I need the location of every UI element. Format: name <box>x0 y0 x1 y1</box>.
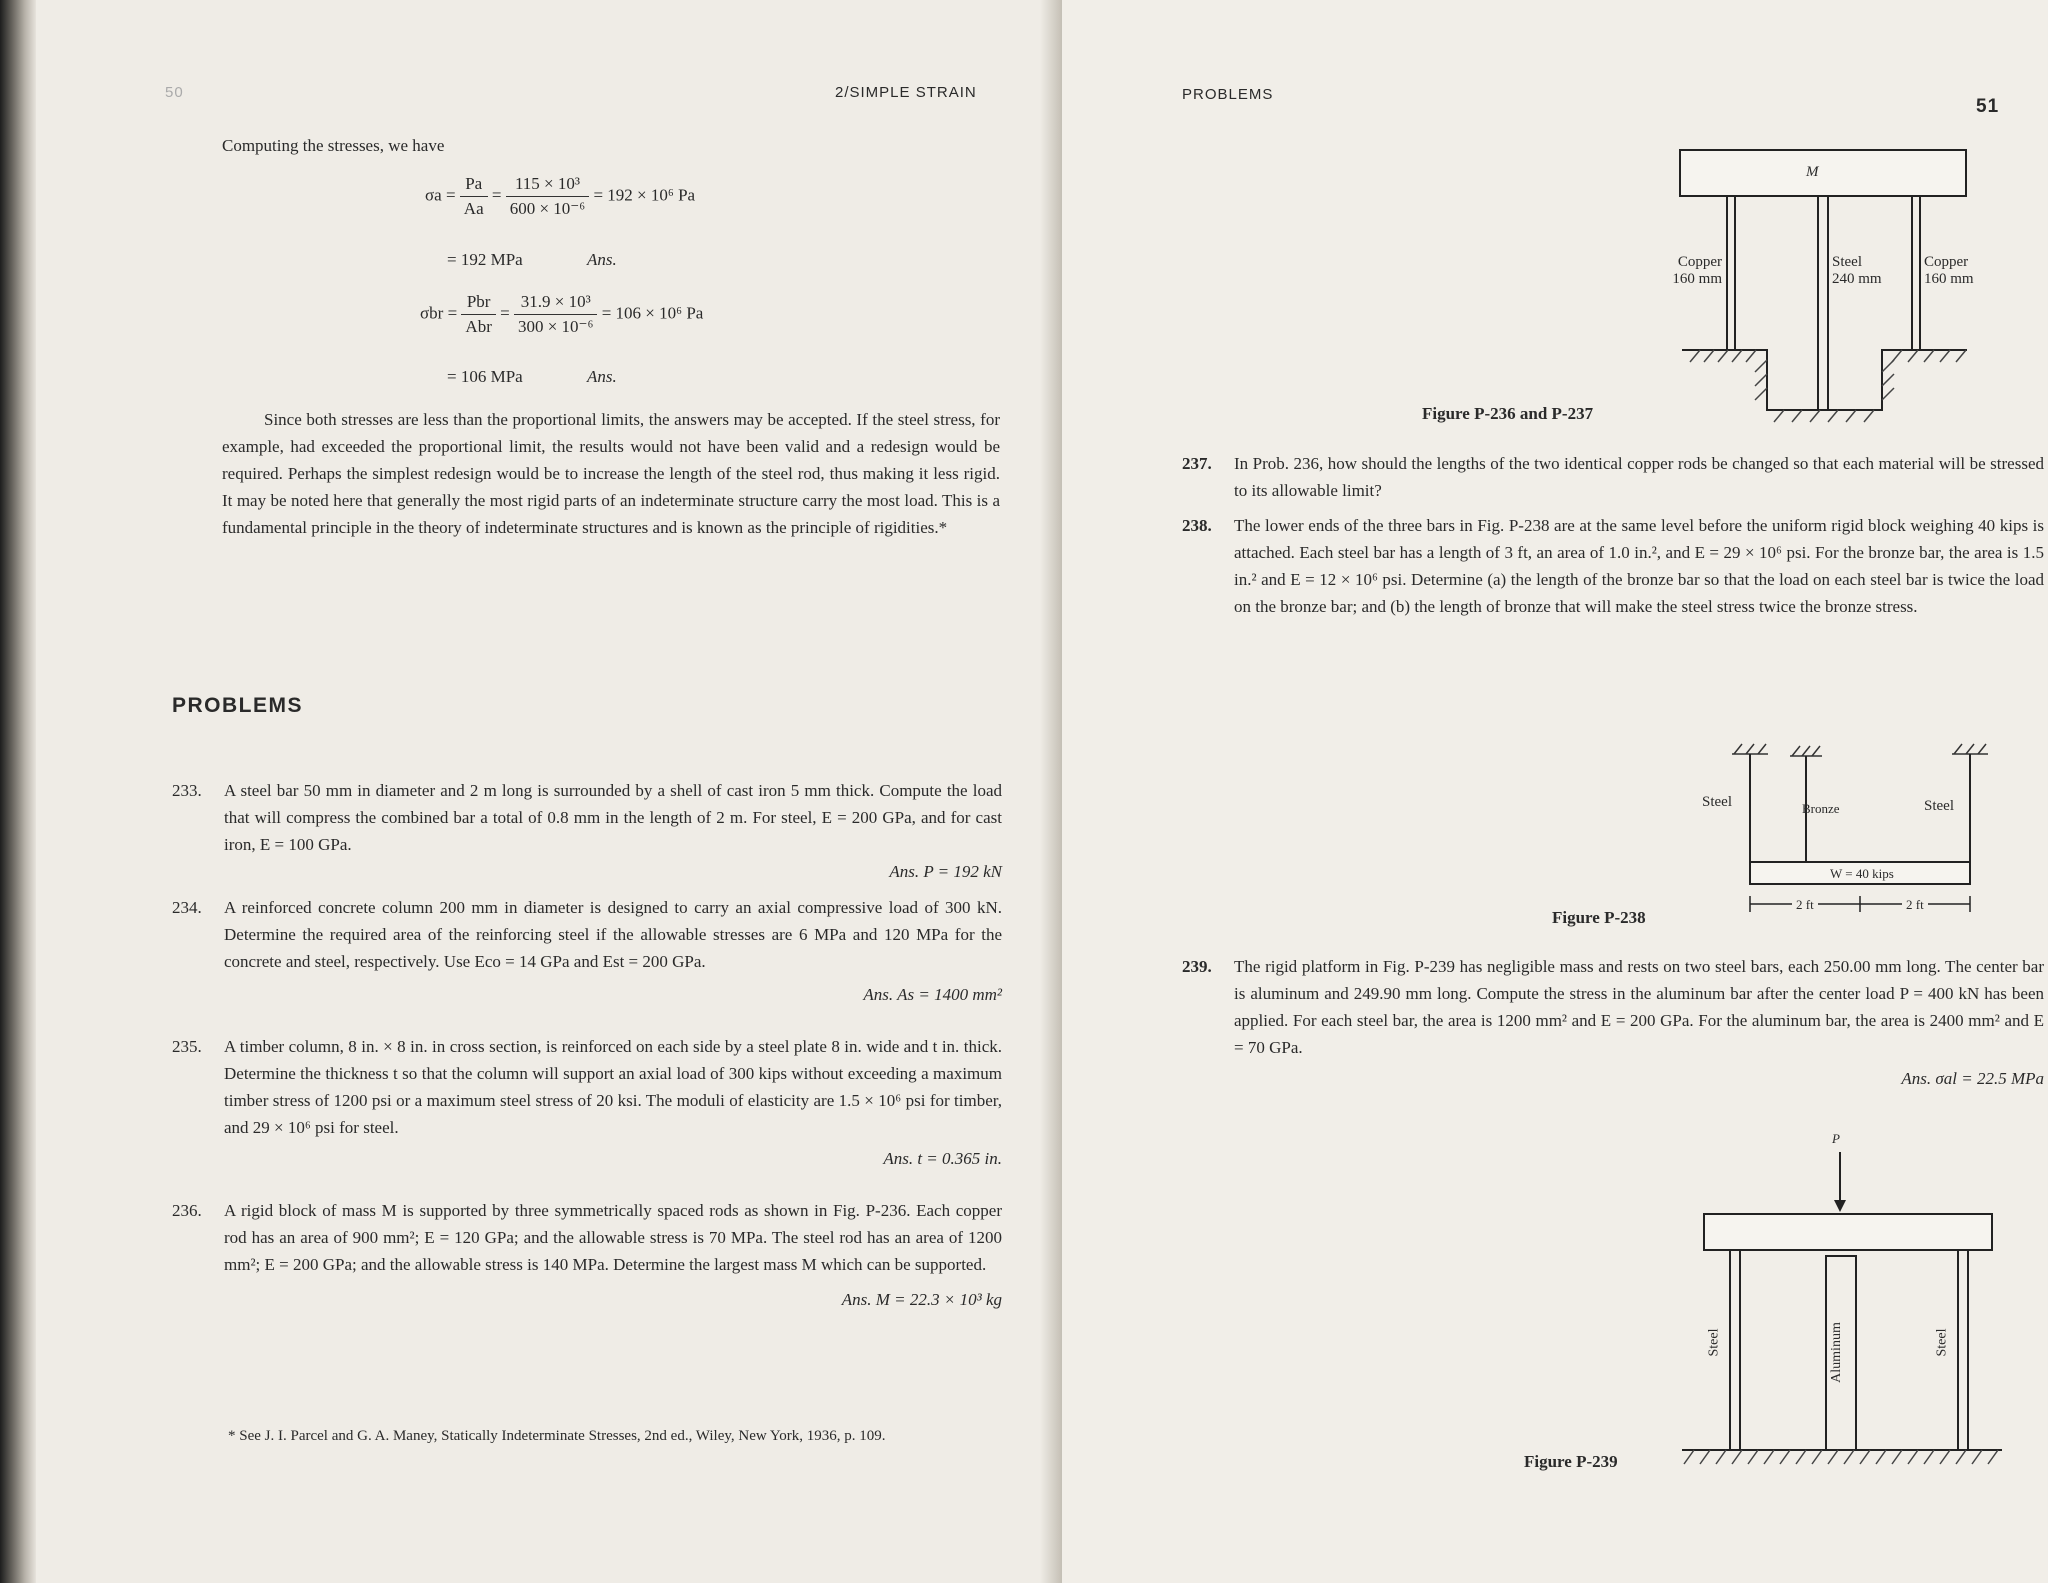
sigma-a-result: = 192 × 10⁶ Pa <box>593 185 696 205</box>
problem-text: A reinforced concrete column 200 mm in diameter is designed to carry an axial compressive load of 300 kN. Determine the required area of the reinforcing steel if the allowable stresses are 6 MPa and 120 MPa for the concrete and steel, respectively. Use Eco = 14 GPa and Est = 200 GPa. <box>224 898 1002 971</box>
problem-answer: Ans. σal = 22.5 MPa <box>1901 1069 2044 1088</box>
problem-number: 238. <box>1182 516 1212 535</box>
problem-number: 234. <box>172 898 202 917</box>
frac-denominator: Aa <box>463 199 484 218</box>
sigma-br-mpa-line <box>447 365 617 389</box>
problem-text: A timber column, 8 in. × 8 in. in cross section, is reinforced on each side by a steel plate 8 in. wide and t in. thick. Determine the thickness t so that the column will support an axial load of 300 kips without exceeding a maximum timber stress of 1200 psi or a maximum steel stress of 20 ksi. The moduli of elasticity are 1.5 × 10⁶ psi for timber, and 29 × 10⁶ psi for steel. <box>224 1037 1002 1137</box>
fig236-right-label <box>1924 254 2014 288</box>
problems-heading: PROBLEMS <box>172 694 304 717</box>
fig239-caption: Figure P-239 <box>1524 1452 1618 1471</box>
problem-text: The rigid platform in Fig. P-239 has negligible mass and rests on two steel bars, each 250.00 mm long. The center bar is aluminum and 249.90 mm long. Compute the stress in the aluminum bar after the center load P = 400 kN has been applied. For each steel bar, the area is 1200 mm² and E = 200 GPa. For the aluminum bar, the area is 2400 mm² and E = 70 GPa. <box>1234 957 2044 1057</box>
frac-denominator: 600 × 10⁻⁶ <box>509 199 586 218</box>
figure-p238 <box>1062 690 2048 950</box>
fig239-center-label: Aluminum <box>1828 1322 1844 1383</box>
problem-239 <box>1182 953 2044 1092</box>
problem-answer: Ans. t = 0.365 in. <box>883 1149 1002 1168</box>
fig238-right-label: Steel <box>1924 798 1954 814</box>
fig239-right-label: Steel <box>1934 1328 1950 1357</box>
problem-number: 239. <box>1182 957 1212 976</box>
frac-numerator: Pbr <box>461 290 495 315</box>
sigma-br-ans: Ans. <box>586 367 617 386</box>
fig236-center-label <box>1832 254 1906 288</box>
sigma-br-mpa: = 106 MPa <box>447 367 523 386</box>
problem-text: In Prob. 236, how should the lengths of the two identical copper rods be changed so that each material will be stressed to its allowable limit? <box>1234 454 2044 500</box>
problem-answer: Ans. As = 1400 mm² <box>863 985 1002 1004</box>
problem-answer: Ans. M = 22.3 × 10³ kg <box>841 1290 1002 1309</box>
equation-sigma-a: σa = $\frac{Pa}{Aa}$ = $\frac{\text{115 × 10³}}{\text{600 × 10⁻⁶}}$ = 192 × 10⁶ Pa <box>425 172 695 221</box>
sigma-a-frac2 <box>506 172 590 221</box>
frac-numerator: Pa <box>460 172 488 197</box>
fig236-center-label-material: Steel <box>1832 254 1862 270</box>
fig236-left-label <box>1632 254 1722 288</box>
fig238-caption: Figure P-238 <box>1552 908 1646 927</box>
sigma-a-lhs: σa = <box>425 185 456 205</box>
problem-236 <box>172 1197 1002 1313</box>
fig238-dim-right: 2 ft <box>1902 896 1928 913</box>
problem-233 <box>172 777 1002 885</box>
problem-number: 236. <box>172 1201 202 1220</box>
problem-text: The lower ends of the three bars in Fig. P-238 are at the same level before the uniform rigid block weighing 40 kips is attached. Each steel bar has a length of 3 ft, an area of 1.0 in.², and E = 29 × 10⁶ psi. For the bronze bar, the area is 1.5 in.² and E = 12 × 10⁶ psi. Determine (a) the length of the bronze bar so that the load on each steel bar is twice the load on the bronze bar; and (b) the length of bronze that will make the steel stress twice the bronze stress. <box>1234 516 2044 616</box>
frac-denominator: Abr <box>465 317 492 336</box>
frac-numerator: 115 × 10³ <box>506 172 590 197</box>
fig239-left-label: Steel <box>1706 1328 1722 1357</box>
frac-denominator: 300 × 10⁻⁶ <box>517 317 594 336</box>
rigidities-paragraph: Since both stresses are less than the proportional limits, the answers may be accepted. If the steel stress, for example, had exceeded the proportional limit, the results would not have been valid and a redesign would be required. Perhaps the simplest redesign would be to increase the length of the steel rod, thus making it less rigid. It may be noted here that generally the most rigid parts of an indeterminate structure carry the most load. This is a fundamental principle in the theory of indeterminate structures and is known as the principle of rigidities.* <box>222 410 1000 537</box>
right-page-number: 51 <box>1976 96 2000 117</box>
fig236-right-label-material: Copper <box>1924 254 1969 270</box>
problem-237 <box>1182 450 2044 504</box>
problem-number: 233. <box>172 781 202 800</box>
sigma-br-frac1 <box>461 290 495 339</box>
sigma-a-ans: Ans. <box>586 250 617 269</box>
fig238-block-label: W = 40 kips <box>1830 866 1894 881</box>
problem-number: 235. <box>172 1037 202 1056</box>
figure-p239 <box>1062 1130 2048 1470</box>
sigma-br-lhs: σbr = <box>420 303 458 323</box>
right-running-head: PROBLEMS <box>1182 86 1274 103</box>
fig238-dim-left: 2 ft <box>1792 896 1818 913</box>
right-page <box>1062 0 2048 1583</box>
book-spine-shadow <box>0 0 36 1583</box>
problem-number: 237. <box>1182 454 1212 473</box>
fig238-left-label: Steel <box>1702 794 1732 810</box>
sigma-br-frac2 <box>514 290 598 339</box>
sigma-br-result: = 106 × 10⁶ Pa <box>601 303 704 323</box>
sigma-a-mpa: = 192 MPa <box>447 250 523 269</box>
intro-text: Computing the stresses, we have <box>222 136 445 155</box>
problem-238 <box>1182 512 2044 620</box>
fig239-load-label: P <box>1832 1131 1840 1146</box>
problem-answer: Ans. P = 192 kN <box>889 862 1002 881</box>
figure-p236-drawing <box>1062 0 2048 440</box>
fig236-left-label-length: 160 mm <box>1672 271 1722 287</box>
left-page-number: 50 <box>165 84 184 101</box>
fig238-center-label: Bronze <box>1802 801 1840 816</box>
fig236-block-label: M <box>1806 164 1819 180</box>
equation-sigma-br: σbr = $\frac{\text{Pbr}}{\text{Abr}}$ = $\frac{\text{31.9 × 10³}}{\text{300 × 10⁻⁶}}$ = 106 × 10⁶ Pa <box>420 290 703 339</box>
fig236-center-label-length: 240 mm <box>1832 271 1882 287</box>
fig236-left-label-material: Copper <box>1677 254 1722 270</box>
problem-text: A rigid block of mass M is supported by three symmetrically spaced rods as shown in Fig. P-236. Each copper rod has an area of 900 mm²; E = 120 GPa; and the allowable stress is 70 MPa. The steel rod has an area of 1200 mm²; E = 200 GPa; and the allowable stress is 140 MPa. Determine the largest mass M which can be supported. <box>224 1201 1002 1274</box>
footnote: * See J. I. Parcel and G. A. Maney, Statically Indeterminate Stresses, 2nd ed., Wiley, New York, 1936, p. 109. <box>228 1428 886 1444</box>
sigma-a-mpa-line <box>447 248 617 272</box>
figure-p239-drawing <box>1062 1130 2048 1470</box>
frac-numerator: 31.9 × 10³ <box>514 290 598 315</box>
sigma-a-frac1 <box>460 172 488 221</box>
left-running-head: 2/SIMPLE STRAIN <box>835 84 977 101</box>
figure-p236 <box>1062 0 2048 440</box>
problem-text: A steel bar 50 mm in diameter and 2 m long is surrounded by a shell of cast iron 5 mm thick. Compute the load that will compress the combined bar a total of 0.8 mm in the length of 2 m. For steel, E = 200 GPa, and for cast iron, E = 100 GPa. <box>224 781 1002 854</box>
problem-234 <box>172 894 1002 1008</box>
problem-235 <box>172 1033 1002 1172</box>
fig236-right-label-length: 160 mm <box>1924 271 1974 287</box>
fig236-caption: Figure P-236 and P-237 <box>1422 404 1594 423</box>
